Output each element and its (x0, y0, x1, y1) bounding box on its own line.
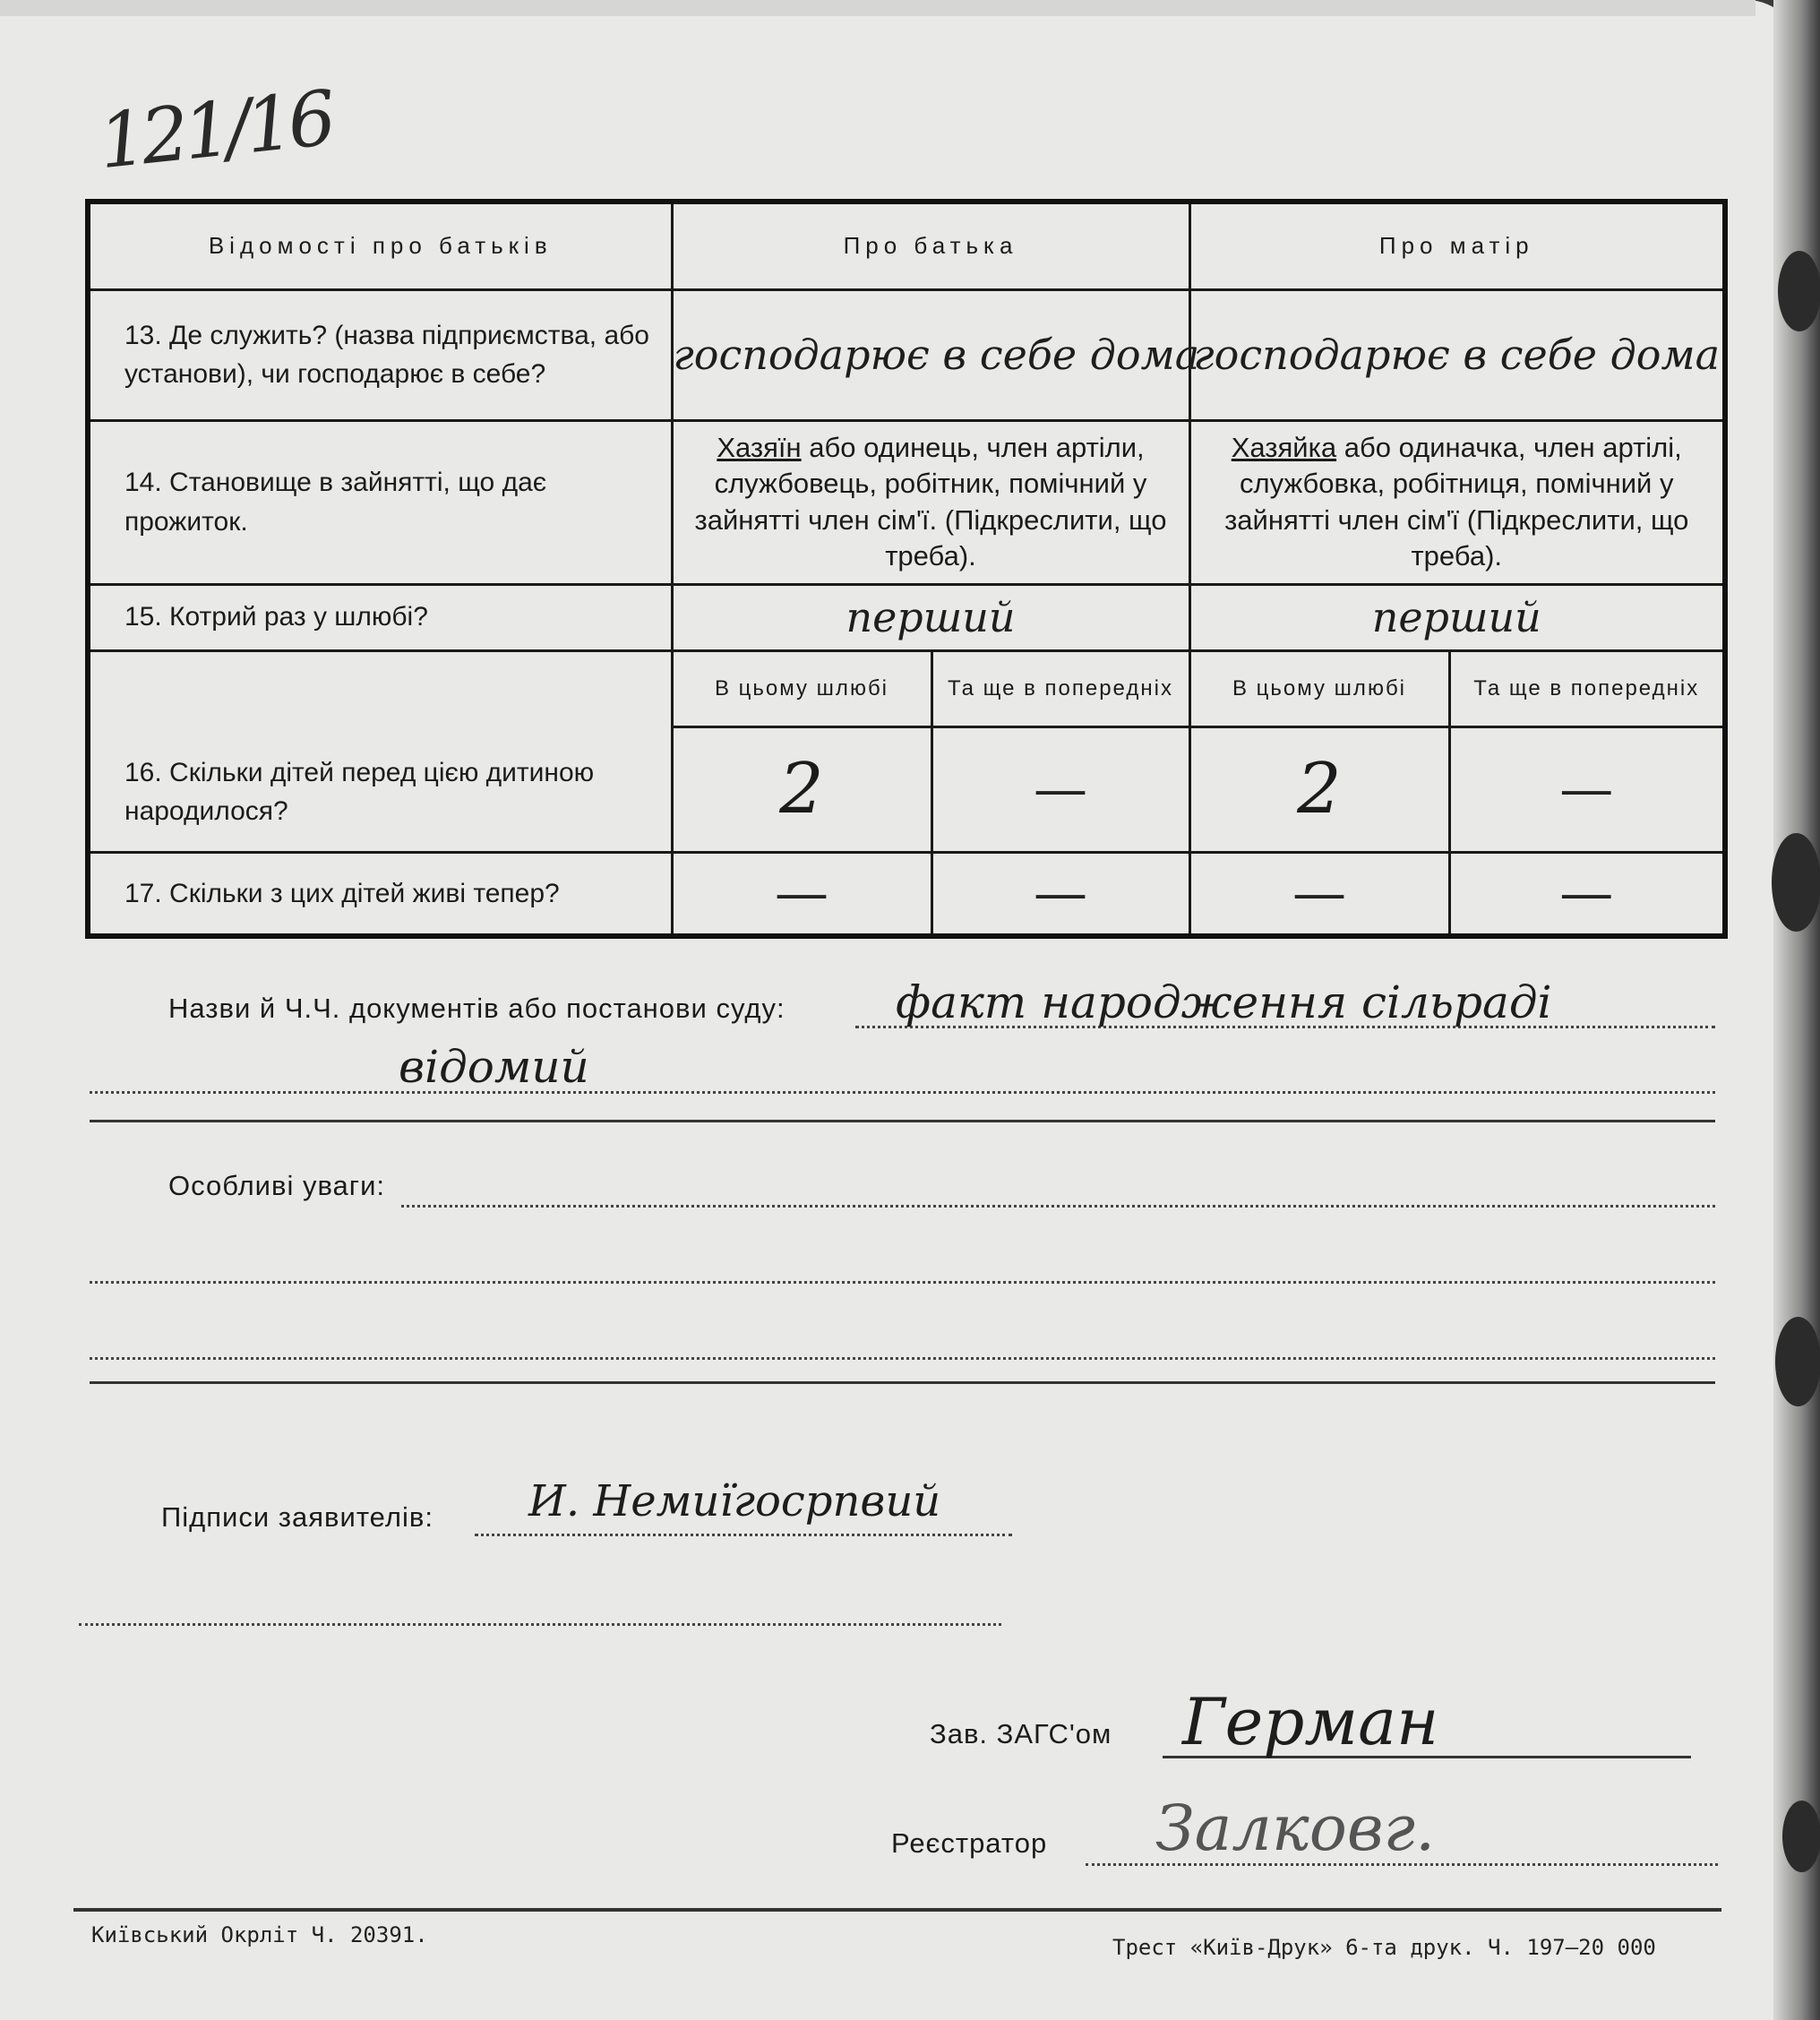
q17-father-this: — (672, 852, 931, 936)
q14-mother-options (1189, 420, 1725, 584)
signatures-line (475, 1534, 1012, 1536)
footer-rule (73, 1908, 1721, 1912)
registrar-signature: Залковг. (1155, 1792, 1436, 1865)
row-q13 (88, 289, 1725, 420)
q16-father-prev: — (931, 726, 1189, 852)
q15-father-answer: перший (672, 584, 1189, 650)
q16-label: 16. Скільки дітей перед цією дитиною народилося? (88, 650, 672, 852)
row-q15 (88, 584, 1725, 650)
remarks-line-1 (401, 1205, 1715, 1208)
remarks-line-3 (90, 1357, 1715, 1360)
binding-hole (1778, 251, 1820, 331)
documents-rule (90, 1120, 1715, 1122)
header-parents-info: Відомості про батьків (88, 202, 672, 289)
remarks-label: Особливі уваги: (168, 1170, 386, 1201)
documents-label: Назви й Ч.Ч. документів або постанови суду: (168, 993, 786, 1024)
signatures-value: И. Немиїгосрпвий (528, 1476, 941, 1526)
documents-value-1: факт народження сільраді (896, 976, 1552, 1028)
registrar-label: Реєстратор (891, 1827, 1048, 1859)
row-q17 (88, 852, 1725, 936)
binding-hole (1782, 1801, 1820, 1872)
binding-hole (1772, 833, 1820, 932)
q16-father-this: 2 (672, 726, 931, 852)
documents-line-2 (90, 1091, 1715, 1094)
remarks-line-2 (90, 1281, 1715, 1284)
signatures-line-2 (79, 1623, 1001, 1626)
table-header-row (88, 202, 1725, 289)
row-subheaders (88, 650, 1725, 726)
q17-label: 17. Скільки з цих дітей живі тепер? (88, 852, 672, 936)
q15-mother-answer: перший (1189, 584, 1725, 650)
zags-head-signature: Герман (1182, 1684, 1439, 1759)
q13-father-answer: господарює в себе дома (672, 289, 1189, 420)
documents-value-2: відомий (399, 1041, 589, 1093)
q15-label: 15. Котрий раз у шлюбі? (88, 584, 672, 650)
parents-info-table (85, 199, 1728, 939)
q17-father-prev: — (931, 852, 1189, 936)
q17-mother-prev: — (1449, 852, 1725, 936)
q13-mother-answer: господарює в себе дома (1189, 289, 1725, 420)
subheader-mother-this-marriage: В цьому шлюбі (1189, 650, 1449, 726)
subheader-father-this-marriage: В цьому шлюбі (672, 650, 931, 726)
q16-mother-prev: — (1449, 726, 1725, 852)
q14-label: 14. Становище в зайнятті, що дає прожиток. (88, 420, 672, 584)
q16-mother-this: 2 (1189, 726, 1449, 852)
q14-mother-underlined: Хазяйка (1231, 431, 1337, 463)
q14-mother-rest: або одиначка, член артілі, службовка, робітниця, помічний у зайнятті член сім'ї (Підкреслити, що треба). (1224, 431, 1689, 572)
signatures-label: Підписи заявителів: (161, 1501, 434, 1533)
pencil-number: 121/16 (94, 73, 335, 186)
zags-head-label: Зав. ЗАГС'ом (930, 1718, 1112, 1749)
footer-printer-right: Трест «Київ-Друк» 6-та друк. Ч. 197—20 000 (1112, 1935, 1656, 1960)
q13-label: 13. Де служить? (назва підприємства, або установи), чи господарює в себе? (88, 289, 672, 420)
subheader-mother-previous: Та ще в попередніх (1449, 650, 1725, 726)
subheader-father-previous: Та ще в попередніх (931, 650, 1189, 726)
footer-printer-left: Київський Окрліт Ч. 20391. (91, 1922, 428, 1947)
q14-father-underlined: Хазяїн (717, 431, 802, 463)
q17-mother-this: — (1189, 852, 1449, 936)
header-about-mother: Про матір (1189, 202, 1725, 289)
q14-father-options (672, 420, 1189, 584)
row-q14 (88, 420, 1725, 584)
q14-father-rest: або одинець, член артіли, службовець, робітник, помічний у зайнятті член сім'ї. (Підкреслити, що треба). (694, 431, 1167, 572)
binding-hole (1775, 1317, 1820, 1406)
header-about-father: Про батька (672, 202, 1189, 289)
top-edge (0, 0, 1756, 16)
remarks-rule (90, 1381, 1715, 1384)
